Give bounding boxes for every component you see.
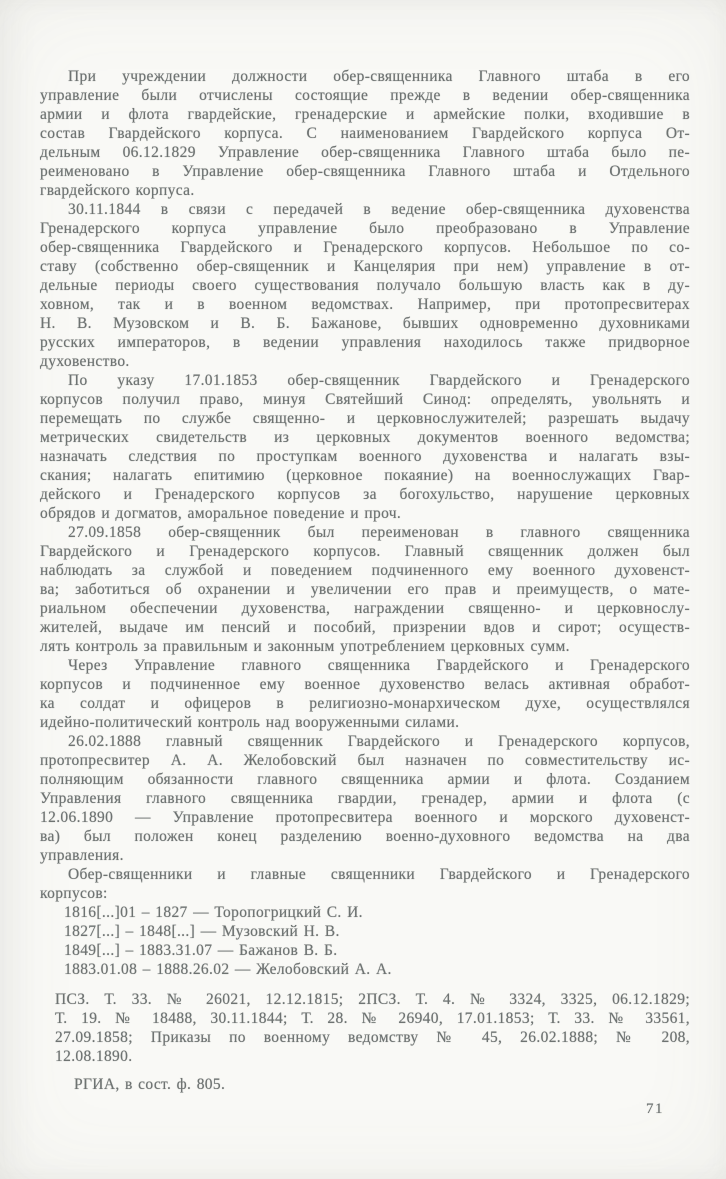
text-line: Обер-священники и главные священники Гвардейского и Гренадерского [68, 866, 690, 883]
text-line: По указу 17.01.1853 обер-священник Гвардейского и Гренадерского [68, 372, 690, 389]
chronology-item: 1849[...] – 1883.31.07 — Бажанов В. Б. [64, 942, 338, 959]
text-line: армии и флота гвардейские, гренадерские и армейские полки, входившие в [40, 106, 690, 123]
text-line: ва; заботиться об охранении и увеличении его прав и преимуществ, о мате- [40, 581, 690, 598]
chronology-item: 1816[...]01 – 1827 — Торопогрицкий С. И. [64, 904, 363, 921]
paragraph [40, 523, 690, 656]
paragraph [40, 656, 690, 732]
text-line: метрических свидетельств из церковных документов военного ведомства; [40, 429, 690, 446]
text-line: обер-священника Гвардейского и Гренадерского корпусов. Небольшое по со- [40, 239, 690, 256]
text-line: корпусов получил право, минуя Святейший Синод: определять, увольнять и [40, 391, 690, 408]
sources-note [40, 990, 690, 1066]
text-line: Н. В. Музовском и В. Б. Бажанове, бывших одновременно духовниками [40, 315, 690, 332]
text-line: дельные периоды своего существования получало большую власть как в ду- [40, 277, 690, 294]
text-line: корпусов: [40, 885, 108, 902]
chronology-item: 1883.01.08 – 1888.26.02 — Желобовский А. А. [64, 961, 392, 978]
paragraph [40, 200, 690, 371]
text-line: ПСЗ. Т. 33. № 26021, 12.12.1815; 2ПСЗ. Т. 4. № 3324, 3325, 06.12.1829; [55, 991, 690, 1008]
text-line: идейно-политический контроль над вооруженными силами. [40, 714, 460, 731]
paragraph [40, 865, 690, 903]
paragraph [40, 732, 690, 865]
paragraph [40, 371, 690, 523]
text-line: назначать следствия по проступкам военного духовенства и налагать взы- [40, 448, 690, 465]
text-line: реименовано в Управление обер-священника Главного штаба и Отдельного [40, 163, 690, 180]
text-line: ка солдат и офицеров в религиозно-монархическом духе, осуществлялся [40, 695, 690, 712]
text-line: 12.06.1890 — Управление протопресвитера военного и морского духовенст- [40, 809, 690, 826]
text-line: состав Гвардейского корпуса. С наименованием Гвардейского корпуса От- [40, 125, 690, 142]
text-line: дейского и Гренадерского корпусов за богохульство, нарушение церковных [40, 486, 690, 503]
text-line: протопресвитер А. А. Желобовский был назначен по совместительству ис- [40, 752, 690, 769]
archive-reference [40, 1075, 690, 1094]
chronology-item: 1827[...] – 1848[...] — Музовский Н. В. [64, 923, 340, 940]
page-number: 71 [646, 1101, 664, 1117]
text-line: ставу (собственно обер-священник и Канцелярия при нем) управление в от- [40, 258, 690, 275]
text-line: духовенство. [40, 353, 130, 370]
text-line: корпусов и подчиненное ему военное духовенство велась активная обработ- [40, 676, 690, 693]
text-line: 27.09.1858 обер-священник был переименован в главного священника [68, 524, 690, 541]
text-line: риальном обеспечении духовенства, награждении священно- и церковнослу- [40, 600, 690, 617]
text-line: 26.02.1888 главный священник Гвардейского и Гренадерского корпусов, [68, 733, 690, 750]
text-line: управления. [40, 847, 124, 864]
text-line: жителей, выдаче им пенсий и пособий, призрении вдов и сирот; осуществ- [40, 619, 690, 636]
text-line: ховном, так и в военном ведомствах. Например, при протопресвитерах [40, 296, 690, 313]
text-line: русских императоров, в ведении управления находилось также придворное [40, 334, 690, 351]
text-line: дельным 06.12.1829 Управление обер-священника Главного штаба было пе- [40, 144, 690, 161]
page-text [40, 67, 690, 1094]
text-line: Управления главного священника гвардии, гренадер, армии и флота (с [40, 790, 690, 807]
text-line: гвардейского корпуса. [40, 182, 195, 199]
text-line: перемещать по службе священно- и церковнослужителей; разрешать выдачу [40, 410, 690, 427]
text-line: РГИА, в сост. ф. 805. [74, 1076, 226, 1093]
text-line: 27.09.1858; Приказы по военному ведомству № 45, 26.02.1888; № 208, [55, 1029, 690, 1046]
text-line: управление были отчислены состоящие прежде в ведении обер-священника [40, 87, 690, 104]
text-line: При учреждении должности обер-священника Главного штаба в его [68, 68, 690, 85]
text-line: ва) был положен конец разделению военно-духовного ведомства на два [40, 828, 690, 845]
text-line: Гвардейского и Гренадерского корпусов. Главный священник должен был [40, 543, 690, 560]
text-line: обрядов и догматов, аморальное поведение и проч. [40, 505, 402, 522]
chronology-list [40, 903, 690, 979]
text-line: Т. 19. № 18488, 30.11.1844; Т. 28. № 26940, 17.01.1853; Т. 33. № 33561, [55, 1010, 690, 1027]
paragraph [40, 67, 690, 200]
text-line: полняющим обязанности главного священника армии и флота. Созданием [40, 771, 690, 788]
text-line: скания; налагать епитимию (церковное покаяние) на военнослужащих Гвар- [40, 467, 690, 484]
text-line: Гренадерского корпуса управление было преобразовано в Управление [40, 220, 690, 237]
text-line: 30.11.1844 в связи с передачей в ведение обер-священника духовенства [68, 201, 690, 218]
text-line: 12.08.1890. [55, 1048, 133, 1065]
text-line: лять контроль за правильным и законным употреблением церковных сумм. [40, 638, 570, 655]
text-line: наблюдать за службой и поведением подчиненного ему военного духовенст- [40, 562, 690, 579]
text-line: Через Управление главного священника Гвардейского и Гренадерского [68, 657, 690, 674]
